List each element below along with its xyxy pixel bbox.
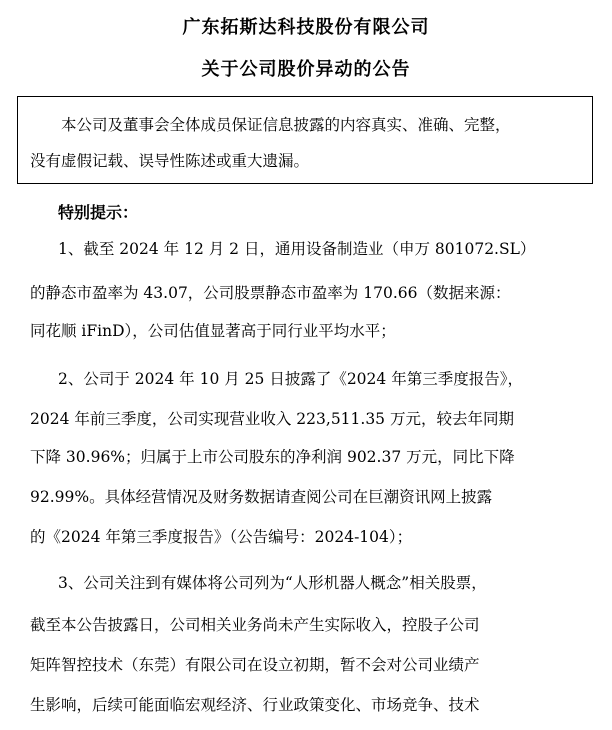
item-2-line-3: 下降 30.96%；归属于上市公司股东的净利润 902.37 万元，同比下降 [30, 448, 515, 466]
disclaimer-line-1: 本公司及董事会全体成员保证信息披露的内容真实、准确、完整， [61, 116, 511, 134]
disclaimer-line-2: 没有虚假记载、误导性陈述或重大遗漏。 [30, 152, 310, 170]
item-3-line-4: 生影响，后续可能面临宏观经济、行业政策变化、市场竞争、技术 [30, 696, 480, 714]
item-1-line-2: 的静态市盈率为 43.07，公司股票静态市盈率为 170.66（数据来源： [30, 284, 511, 302]
item-3-line-2: 截至本公告披露日，公司相关业务尚未产生实际收入，控股子公司 [30, 616, 480, 634]
item-1-line-3: 同花顺 iFinD），公司估值显著高于同行业平均水平； [30, 322, 396, 340]
item-3-line-1: 3、公司关注到有媒体将公司列为“人形机器人概念”相关股票， [58, 574, 487, 592]
disclaimer-box [17, 96, 593, 184]
item-3-line-3: 矩阵智控技术（东莞）有限公司在设立初期，暂不会对公司业绩产 [30, 656, 480, 674]
item-2-line-5: 的《2024 年第三季度报告》（公告编号：2024-104）； [30, 528, 413, 546]
item-2-line-2: 2024 年前三季度，公司实现营业收入 223,511.35 万元，较去年同期 [30, 410, 514, 428]
item-2-line-1: 2、公司于 2024 年 10 月 25 日披露了《2024 年第三季度报告》， [58, 370, 523, 388]
special-notice-heading: 特别提示： [58, 203, 139, 222]
company-name: 广东拓斯达科技股份有限公司 [182, 17, 430, 38]
item-1-line-1: 1、截至 2024 年 12 月 2 日，通用设备制造业（申万 801072.SL） [58, 240, 536, 258]
item-2-line-4: 92.99%。具体经营情况及财务数据请查阅公司在巨潮资讯网上披露 [30, 488, 493, 506]
announcement-title: 关于公司股价异动的公告 [201, 59, 411, 80]
